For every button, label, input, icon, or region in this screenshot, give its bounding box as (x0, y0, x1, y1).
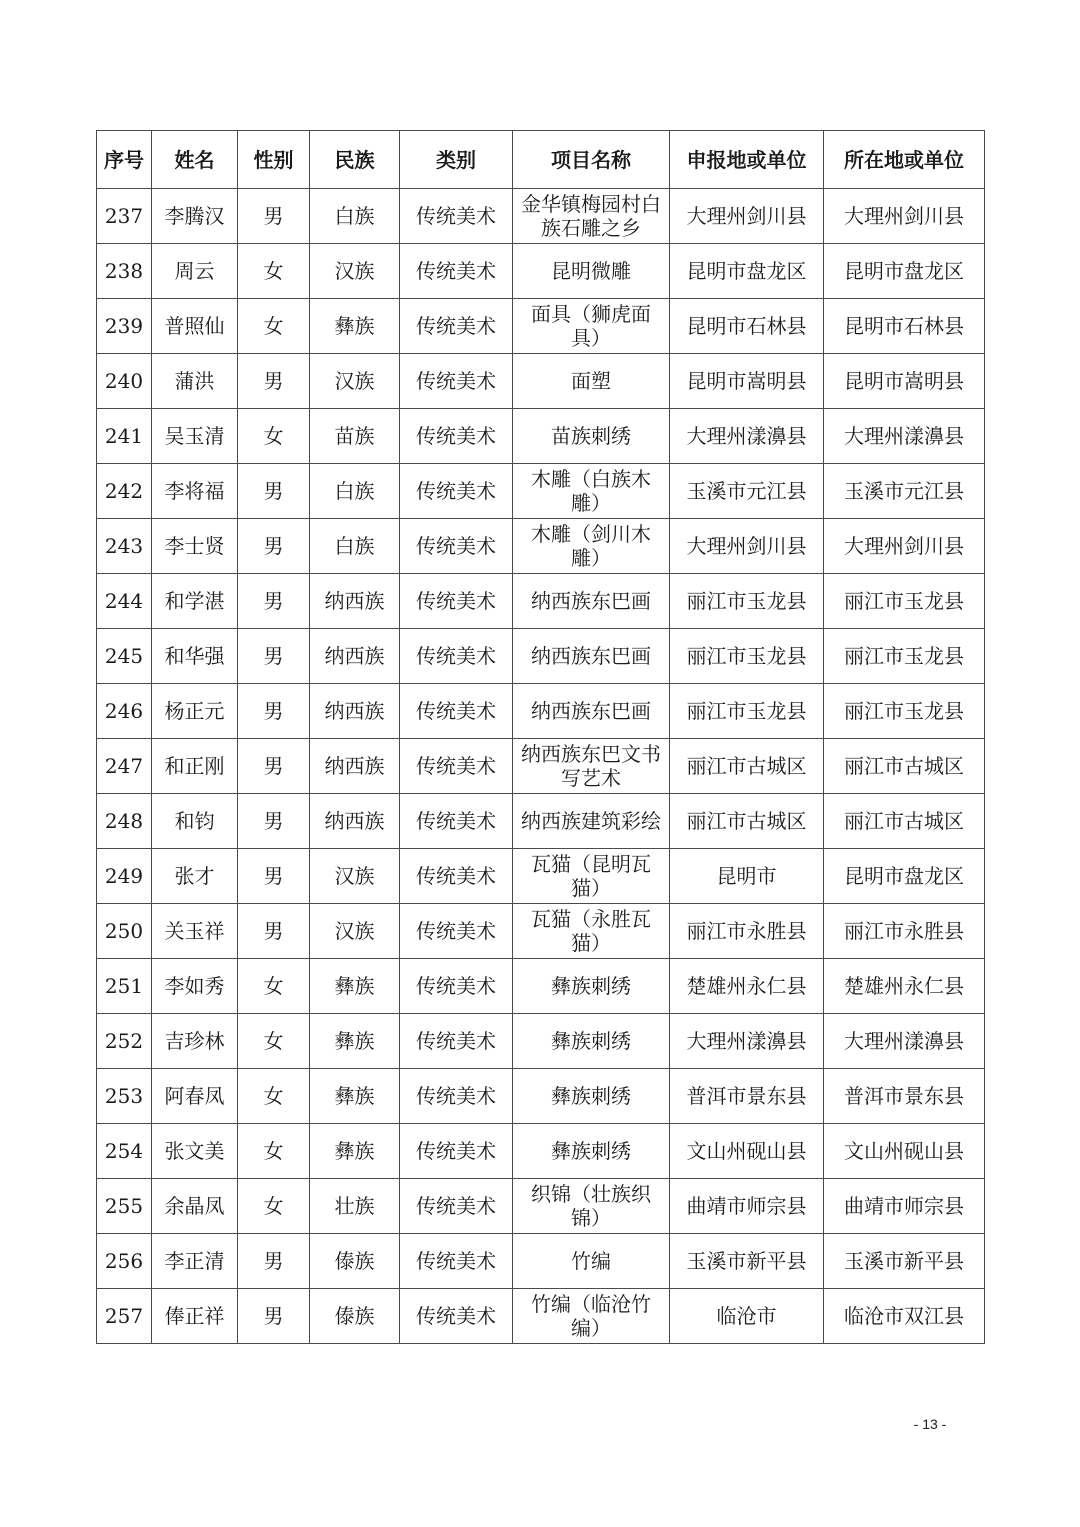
cell-no: 252 (97, 1014, 152, 1069)
cell-reporting-unit: 大理州剑川县 (670, 519, 824, 574)
table-row (97, 409, 985, 464)
cell-reporting-unit: 丽江市古城区 (670, 739, 824, 794)
cell-name: 周云 (152, 244, 238, 299)
cell-reporting-unit: 昆明市嵩明县 (670, 354, 824, 409)
cell-name: 和正刚 (152, 739, 238, 794)
cell-ethnicity: 彝族 (310, 959, 400, 1014)
cell-name: 阿春凤 (152, 1069, 238, 1124)
cell-gender: 男 (238, 684, 310, 739)
cell-category: 传统美术 (400, 519, 513, 574)
table-row (97, 354, 985, 409)
cell-ethnicity: 白族 (310, 189, 400, 244)
header-location: 所在地或单位 (824, 131, 985, 189)
cell-category: 传统美术 (400, 1289, 513, 1344)
cell-ethnicity: 汉族 (310, 849, 400, 904)
cell-ethnicity: 白族 (310, 519, 400, 574)
cell-category: 传统美术 (400, 409, 513, 464)
cell-no: 255 (97, 1179, 152, 1234)
cell-category: 传统美术 (400, 629, 513, 684)
cell-location: 曲靖市师宗县 (824, 1179, 985, 1234)
cell-project: 木雕（剑川木雕） (513, 519, 670, 574)
cell-location: 大理州漾濞县 (824, 1014, 985, 1069)
header-project: 项目名称 (513, 131, 670, 189)
table-row (97, 1179, 985, 1234)
cell-gender: 男 (238, 189, 310, 244)
cell-ethnicity: 纳西族 (310, 684, 400, 739)
cell-project: 苗族刺绣 (513, 409, 670, 464)
cell-gender: 女 (238, 299, 310, 354)
cell-ethnicity: 彝族 (310, 1069, 400, 1124)
cell-project: 竹编（临沧竹编） (513, 1289, 670, 1344)
cell-gender: 男 (238, 849, 310, 904)
table-row (97, 189, 985, 244)
cell-gender: 男 (238, 464, 310, 519)
table-row (97, 464, 985, 519)
cell-reporting-unit: 临沧市 (670, 1289, 824, 1344)
cell-name: 普照仙 (152, 299, 238, 354)
cell-location: 玉溪市新平县 (824, 1234, 985, 1289)
cell-ethnicity: 傣族 (310, 1289, 400, 1344)
cell-project: 竹编 (513, 1234, 670, 1289)
cell-project: 彝族刺绣 (513, 959, 670, 1014)
cell-reporting-unit: 普洱市景东县 (670, 1069, 824, 1124)
cell-ethnicity: 白族 (310, 464, 400, 519)
cell-name: 李士贤 (152, 519, 238, 574)
cell-category: 传统美术 (400, 904, 513, 959)
cell-ethnicity: 汉族 (310, 354, 400, 409)
table-row (97, 299, 985, 354)
cell-category: 传统美术 (400, 189, 513, 244)
table-row (97, 904, 985, 959)
cell-category: 传统美术 (400, 574, 513, 629)
cell-location: 大理州漾濞县 (824, 409, 985, 464)
cell-ethnicity: 壮族 (310, 1179, 400, 1234)
cell-no: 245 (97, 629, 152, 684)
cell-gender: 男 (238, 1234, 310, 1289)
table-row (97, 684, 985, 739)
cell-project: 织锦（壮族织锦） (513, 1179, 670, 1234)
cell-project: 彝族刺绣 (513, 1014, 670, 1069)
cell-name: 张才 (152, 849, 238, 904)
cell-reporting-unit: 丽江市玉龙县 (670, 574, 824, 629)
cell-project: 纳西族东巴文书写艺术 (513, 739, 670, 794)
cell-category: 传统美术 (400, 739, 513, 794)
cell-gender: 女 (238, 409, 310, 464)
cell-project: 面塑 (513, 354, 670, 409)
cell-reporting-unit: 大理州剑川县 (670, 189, 824, 244)
cell-name: 蒲洪 (152, 354, 238, 409)
cell-category: 传统美术 (400, 849, 513, 904)
cell-ethnicity: 汉族 (310, 904, 400, 959)
cell-no: 243 (97, 519, 152, 574)
header-row (97, 131, 985, 189)
cell-no: 251 (97, 959, 152, 1014)
cell-name: 关玉祥 (152, 904, 238, 959)
cell-location: 临沧市双江县 (824, 1289, 985, 1344)
cell-location: 文山州砚山县 (824, 1124, 985, 1179)
cell-reporting-unit: 丽江市玉龙县 (670, 629, 824, 684)
cell-reporting-unit: 昆明市 (670, 849, 824, 904)
cell-location: 昆明市嵩明县 (824, 354, 985, 409)
cell-ethnicity: 纳西族 (310, 629, 400, 684)
cell-gender: 女 (238, 959, 310, 1014)
cell-project: 纳西族东巴画 (513, 574, 670, 629)
cell-project: 瓦猫（昆明瓦猫） (513, 849, 670, 904)
cell-no: 254 (97, 1124, 152, 1179)
cell-location: 丽江市永胜县 (824, 904, 985, 959)
cell-name: 李腾汉 (152, 189, 238, 244)
cell-project: 彝族刺绣 (513, 1124, 670, 1179)
cell-project: 纳西族东巴画 (513, 629, 670, 684)
table-body (97, 189, 985, 1344)
cell-ethnicity: 纳西族 (310, 739, 400, 794)
cell-name: 和钧 (152, 794, 238, 849)
cell-project: 金华镇梅园村白族石雕之乡 (513, 189, 670, 244)
table-row (97, 1069, 985, 1124)
cell-category: 传统美术 (400, 1014, 513, 1069)
cell-name: 吴玉清 (152, 409, 238, 464)
cell-no: 257 (97, 1289, 152, 1344)
cell-reporting-unit: 楚雄州永仁县 (670, 959, 824, 1014)
table-row (97, 959, 985, 1014)
cell-category: 传统美术 (400, 354, 513, 409)
table-row (97, 1124, 985, 1179)
cell-no: 247 (97, 739, 152, 794)
cell-category: 传统美术 (400, 959, 513, 1014)
cell-location: 楚雄州永仁县 (824, 959, 985, 1014)
cell-reporting-unit: 曲靖市师宗县 (670, 1179, 824, 1234)
cell-no: 246 (97, 684, 152, 739)
cell-gender: 男 (238, 629, 310, 684)
cell-name: 余晶凤 (152, 1179, 238, 1234)
cell-no: 249 (97, 849, 152, 904)
cell-gender: 男 (238, 519, 310, 574)
cell-category: 传统美术 (400, 1069, 513, 1124)
cell-no: 238 (97, 244, 152, 299)
cell-category: 传统美术 (400, 244, 513, 299)
cell-location: 大理州剑川县 (824, 189, 985, 244)
cell-no: 240 (97, 354, 152, 409)
cell-location: 丽江市玉龙县 (824, 684, 985, 739)
cell-gender: 男 (238, 904, 310, 959)
cell-gender: 男 (238, 1289, 310, 1344)
cell-name: 杨正元 (152, 684, 238, 739)
page-number: - 13 - (913, 1416, 947, 1432)
header-category: 类别 (400, 131, 513, 189)
cell-ethnicity: 纳西族 (310, 574, 400, 629)
cell-gender: 男 (238, 354, 310, 409)
cell-ethnicity: 彝族 (310, 1124, 400, 1179)
cell-project: 瓦猫（永胜瓦猫） (513, 904, 670, 959)
cell-reporting-unit: 昆明市石林县 (670, 299, 824, 354)
cell-reporting-unit: 玉溪市元江县 (670, 464, 824, 519)
cell-no: 244 (97, 574, 152, 629)
cell-project: 面具（狮虎面具） (513, 299, 670, 354)
cell-category: 传统美术 (400, 684, 513, 739)
table-row (97, 244, 985, 299)
cell-location: 普洱市景东县 (824, 1069, 985, 1124)
table-row (97, 1289, 985, 1344)
cell-category: 传统美术 (400, 1124, 513, 1179)
cell-gender: 女 (238, 244, 310, 299)
cell-reporting-unit: 丽江市永胜县 (670, 904, 824, 959)
cell-reporting-unit: 昆明市盘龙区 (670, 244, 824, 299)
cell-location: 丽江市玉龙县 (824, 629, 985, 684)
cell-reporting-unit: 丽江市玉龙县 (670, 684, 824, 739)
cell-project: 纳西族东巴画 (513, 684, 670, 739)
cell-no: 241 (97, 409, 152, 464)
table-row (97, 1014, 985, 1069)
cell-category: 传统美术 (400, 794, 513, 849)
cell-name: 李将福 (152, 464, 238, 519)
cell-ethnicity: 苗族 (310, 409, 400, 464)
cell-reporting-unit: 丽江市古城区 (670, 794, 824, 849)
cell-no: 250 (97, 904, 152, 959)
cell-location: 丽江市古城区 (824, 739, 985, 794)
cell-ethnicity: 汉族 (310, 244, 400, 299)
cell-location: 玉溪市元江县 (824, 464, 985, 519)
cell-reporting-unit: 玉溪市新平县 (670, 1234, 824, 1289)
cell-project: 木雕（白族木雕） (513, 464, 670, 519)
cell-gender: 女 (238, 1124, 310, 1179)
cell-project: 纳西族建筑彩绘 (513, 794, 670, 849)
cell-project: 彝族刺绣 (513, 1069, 670, 1124)
cell-category: 传统美术 (400, 299, 513, 354)
cell-no: 237 (97, 189, 152, 244)
cell-no: 239 (97, 299, 152, 354)
table-row (97, 519, 985, 574)
header-no: 序号 (97, 131, 152, 189)
cell-location: 昆明市石林县 (824, 299, 985, 354)
cell-ethnicity: 彝族 (310, 1014, 400, 1069)
header-name: 姓名 (152, 131, 238, 189)
cell-category: 传统美术 (400, 1179, 513, 1234)
cell-no: 242 (97, 464, 152, 519)
cell-reporting-unit: 文山州砚山县 (670, 1124, 824, 1179)
table-row (97, 849, 985, 904)
cell-location: 昆明市盘龙区 (824, 849, 985, 904)
header-ethnicity: 民族 (310, 131, 400, 189)
cell-gender: 女 (238, 1069, 310, 1124)
cell-ethnicity: 傣族 (310, 1234, 400, 1289)
cell-reporting-unit: 大理州漾濞县 (670, 1014, 824, 1069)
cell-gender: 男 (238, 739, 310, 794)
cell-name: 和学湛 (152, 574, 238, 629)
cell-gender: 女 (238, 1179, 310, 1234)
cell-reporting-unit: 大理州漾濞县 (670, 409, 824, 464)
cell-no: 248 (97, 794, 152, 849)
cell-ethnicity: 纳西族 (310, 794, 400, 849)
cell-location: 昆明市盘龙区 (824, 244, 985, 299)
cell-category: 传统美术 (400, 1234, 513, 1289)
cell-category: 传统美术 (400, 464, 513, 519)
cell-name: 李正清 (152, 1234, 238, 1289)
table-row (97, 629, 985, 684)
cell-location: 丽江市玉龙县 (824, 574, 985, 629)
cell-name: 和华强 (152, 629, 238, 684)
cell-ethnicity: 彝族 (310, 299, 400, 354)
cell-name: 吉珍林 (152, 1014, 238, 1069)
cell-project: 昆明微雕 (513, 244, 670, 299)
cell-gender: 女 (238, 1014, 310, 1069)
cell-location: 丽江市古城区 (824, 794, 985, 849)
table-header (97, 131, 985, 189)
table-row (97, 794, 985, 849)
inheritor-roster-table (96, 130, 985, 1344)
table-row (97, 574, 985, 629)
cell-name: 张文美 (152, 1124, 238, 1179)
cell-location: 大理州剑川县 (824, 519, 985, 574)
cell-no: 253 (97, 1069, 152, 1124)
table-row (97, 1234, 985, 1289)
cell-name: 李如秀 (152, 959, 238, 1014)
cell-no: 256 (97, 1234, 152, 1289)
cell-gender: 男 (238, 574, 310, 629)
header-reporting-unit: 申报地或单位 (670, 131, 824, 189)
table-row (97, 739, 985, 794)
cell-name: 俸正祥 (152, 1289, 238, 1344)
header-gender: 性别 (238, 131, 310, 189)
cell-gender: 男 (238, 794, 310, 849)
